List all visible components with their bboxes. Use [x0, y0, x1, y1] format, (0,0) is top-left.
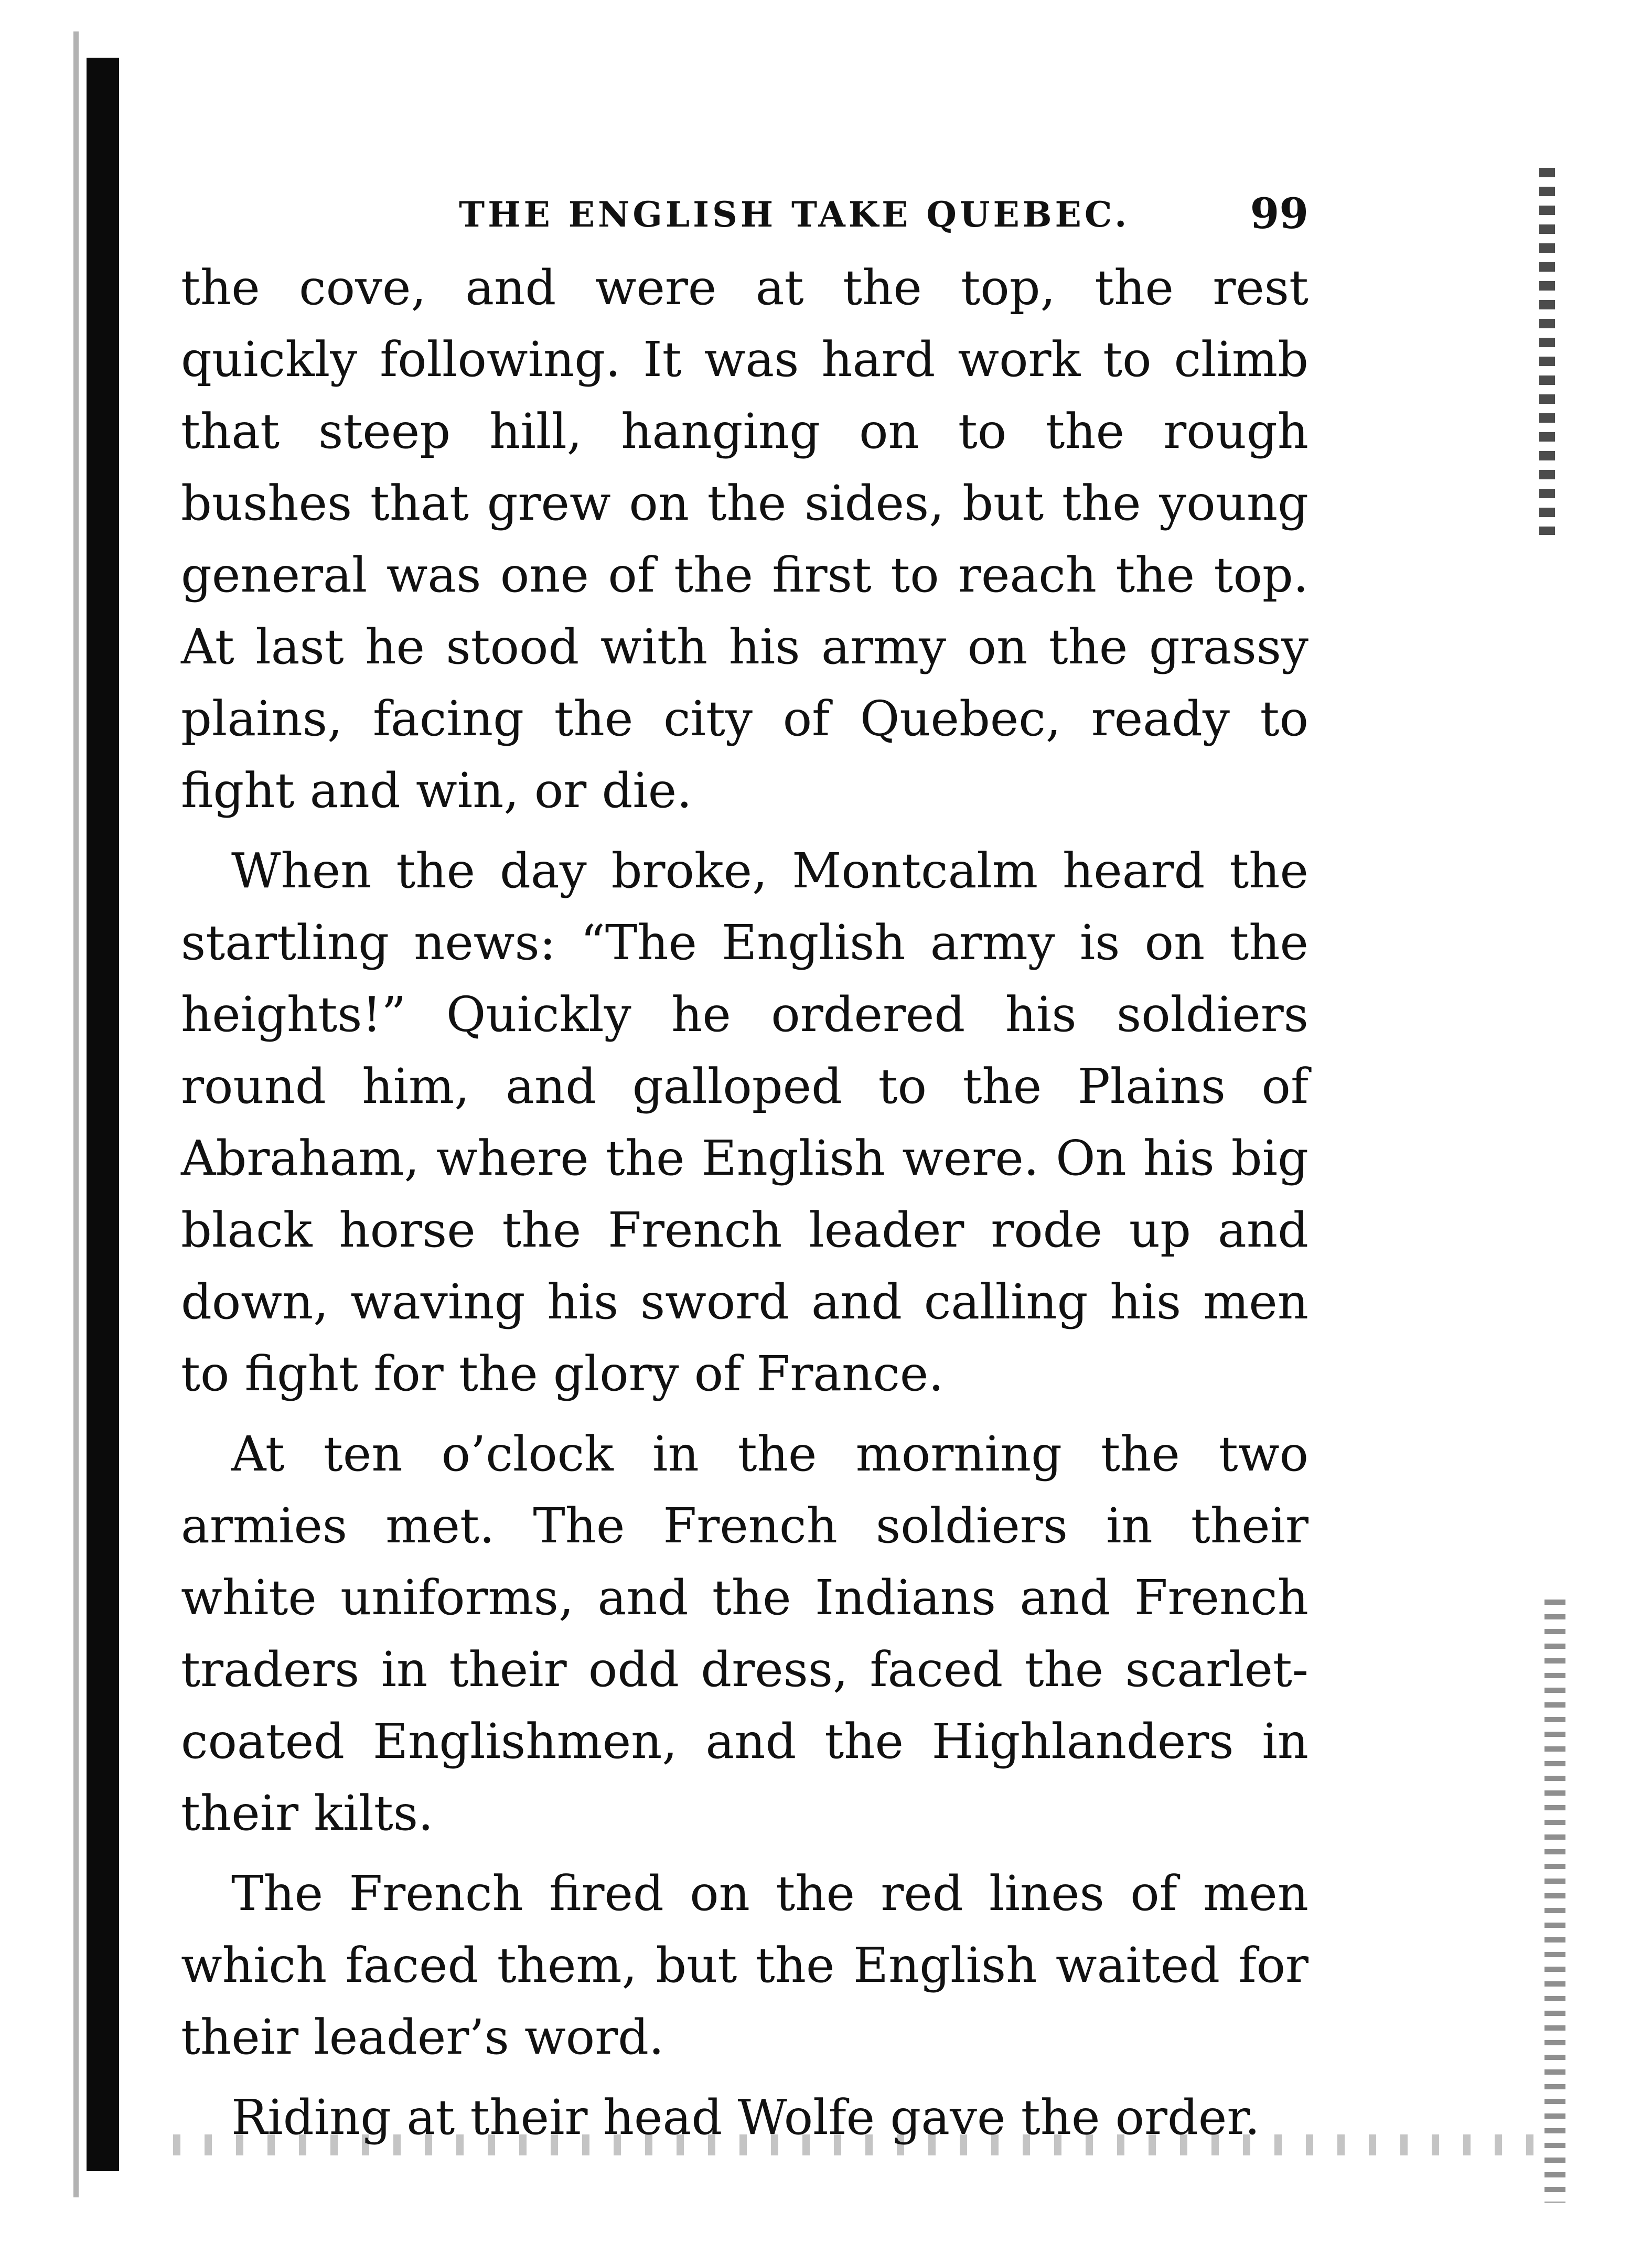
binding-shadow: [73, 31, 79, 2197]
binding-edge: [87, 58, 119, 2171]
page-number: 99: [1250, 189, 1308, 238]
paragraph-3: At ten o’clock in the morning the two armies met. The French soldiers in their white uniforms, and the Indians and French traders in their odd dress, faced the scarlet-coated Englishmen, and the Highlanders in their kilts.: [181, 1426, 1308, 1841]
book-page: [181, 178, 1308, 2162]
paragraph-4: The French fired on the red lines of men which faced them, but the English waited for their leader’s word.: [181, 1865, 1308, 2065]
page-header: [181, 178, 1308, 252]
paragraph-2: When the day broke, Montcalm heard the startling news: “The English army is on the heights!” Quickly he ordered his soldiers round him, and galloped to the Plains of Abraham, where the English were. On his big black horse the French leader rode up and down, waving his sword and calling his men to fight for the glory of France.: [181, 843, 1308, 1402]
paragraph-1: the cove, and were at the top, the rest quickly following. It was hard work to climb that steep hill, hanging on to the rough bushes that grew on the sides, but the young general was one of the first to reach the top. At last he stood with his army on the grassy plains, facing the city of Quebec, ready to fight and win, or die.: [181, 260, 1308, 819]
paragraph-5: Riding at their head Wolfe gave the order.: [231, 2089, 1260, 2145]
body-text: [181, 252, 1308, 2153]
running-head: THE ENGLISH TAKE QUEBEC.: [459, 194, 1130, 235]
page-edge-marks: [1539, 168, 1555, 535]
page-edge-marks-lower: [1544, 1600, 1565, 2203]
